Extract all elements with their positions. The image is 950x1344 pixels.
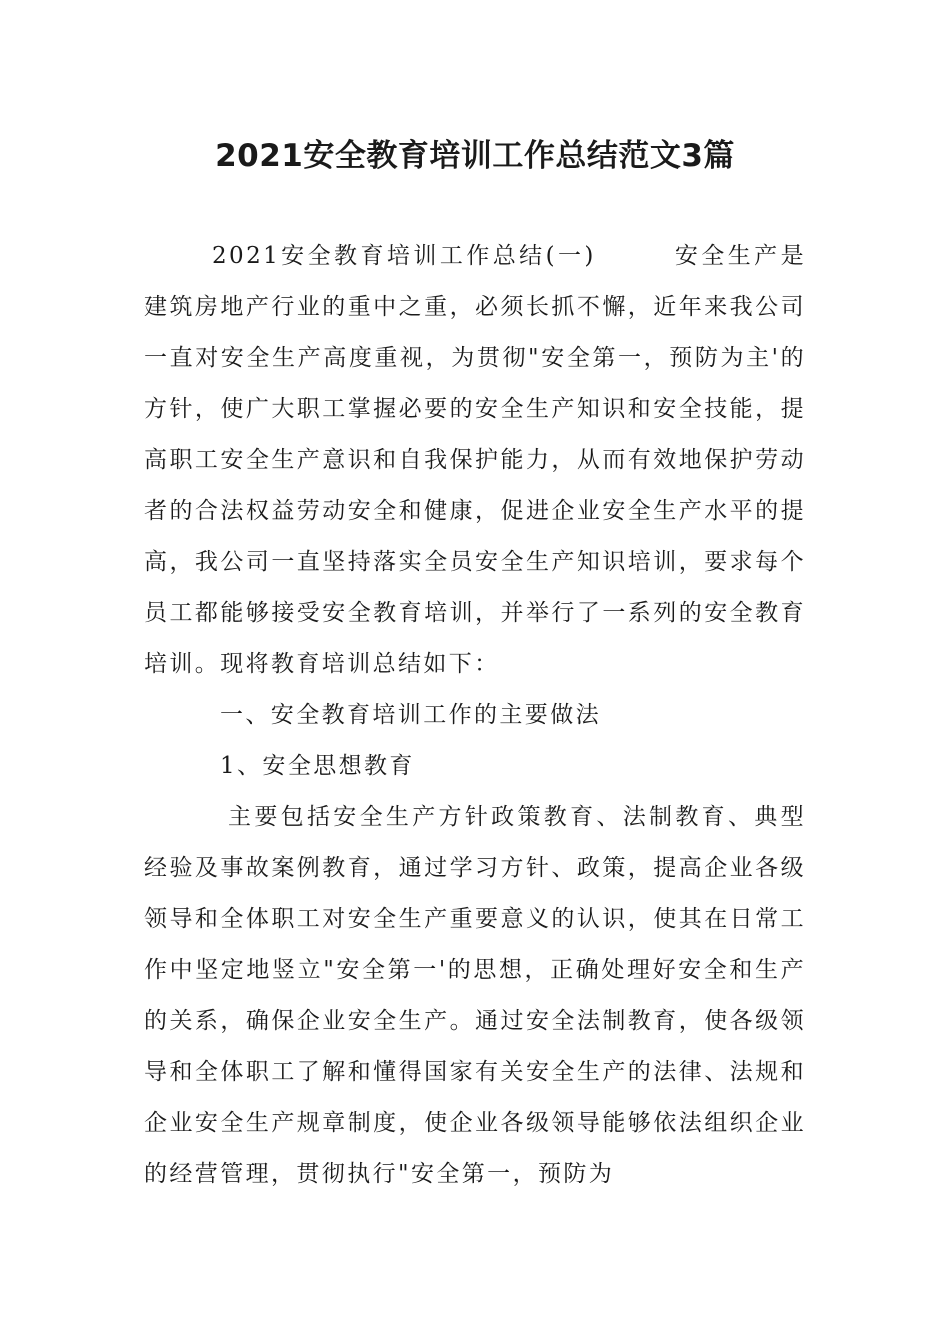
document-body (144, 231, 806, 1200)
section-heading-2: 1、安全思想教育 (220, 753, 415, 779)
intro-text: 安全生产是建筑房地产行业的重中之重，必须长抓不懈，近年来我公司一直对安全生产高度重视，为贯彻"安全第一，预防为主'的方针，使广大职工掌握必要的安全生产知识和安全技能，提高职工安全生产意识和自我保护能力，从而有效地保护劳动者的合法权益劳动安全和健康，促进企业安全生产水平的提高，我公司一直坚持落实全员安全生产知识培训，要求每个员工都能够接受安全教育培训，并举行了一系列的安全教育培训。现将教育培训总结如下： (144, 243, 807, 677)
section-heading-1: 一、安全教育培训工作的主要做法 (220, 702, 601, 728)
body-paragraph-2: 主要包括安全生产方针政策教育、法制教育、典型经验及事故案例教育，通过学习方针、政策，提高企业各级领导和全体职工对安全生产重要意义的认识，使其在日常工作中坚定地竖立"安全第一'的思想，正确处理好安全和生产的关系，确保企业安全生产。通过安全法制教育，使各级领导和全体职工了解和懂得国家有关安全生产的法律、法规和企业安全生产规章制度，使企业各级领导能够依法组织企业的经营管理，贯彻执行"安全第一，预防为 (144, 804, 806, 1187)
document-title: 2021安全教育培训工作总结范文3篇 (215, 138, 735, 174)
section-title: 2021安全教育培训工作总结(一) (212, 243, 596, 269)
intro-paragraph (144, 231, 806, 690)
